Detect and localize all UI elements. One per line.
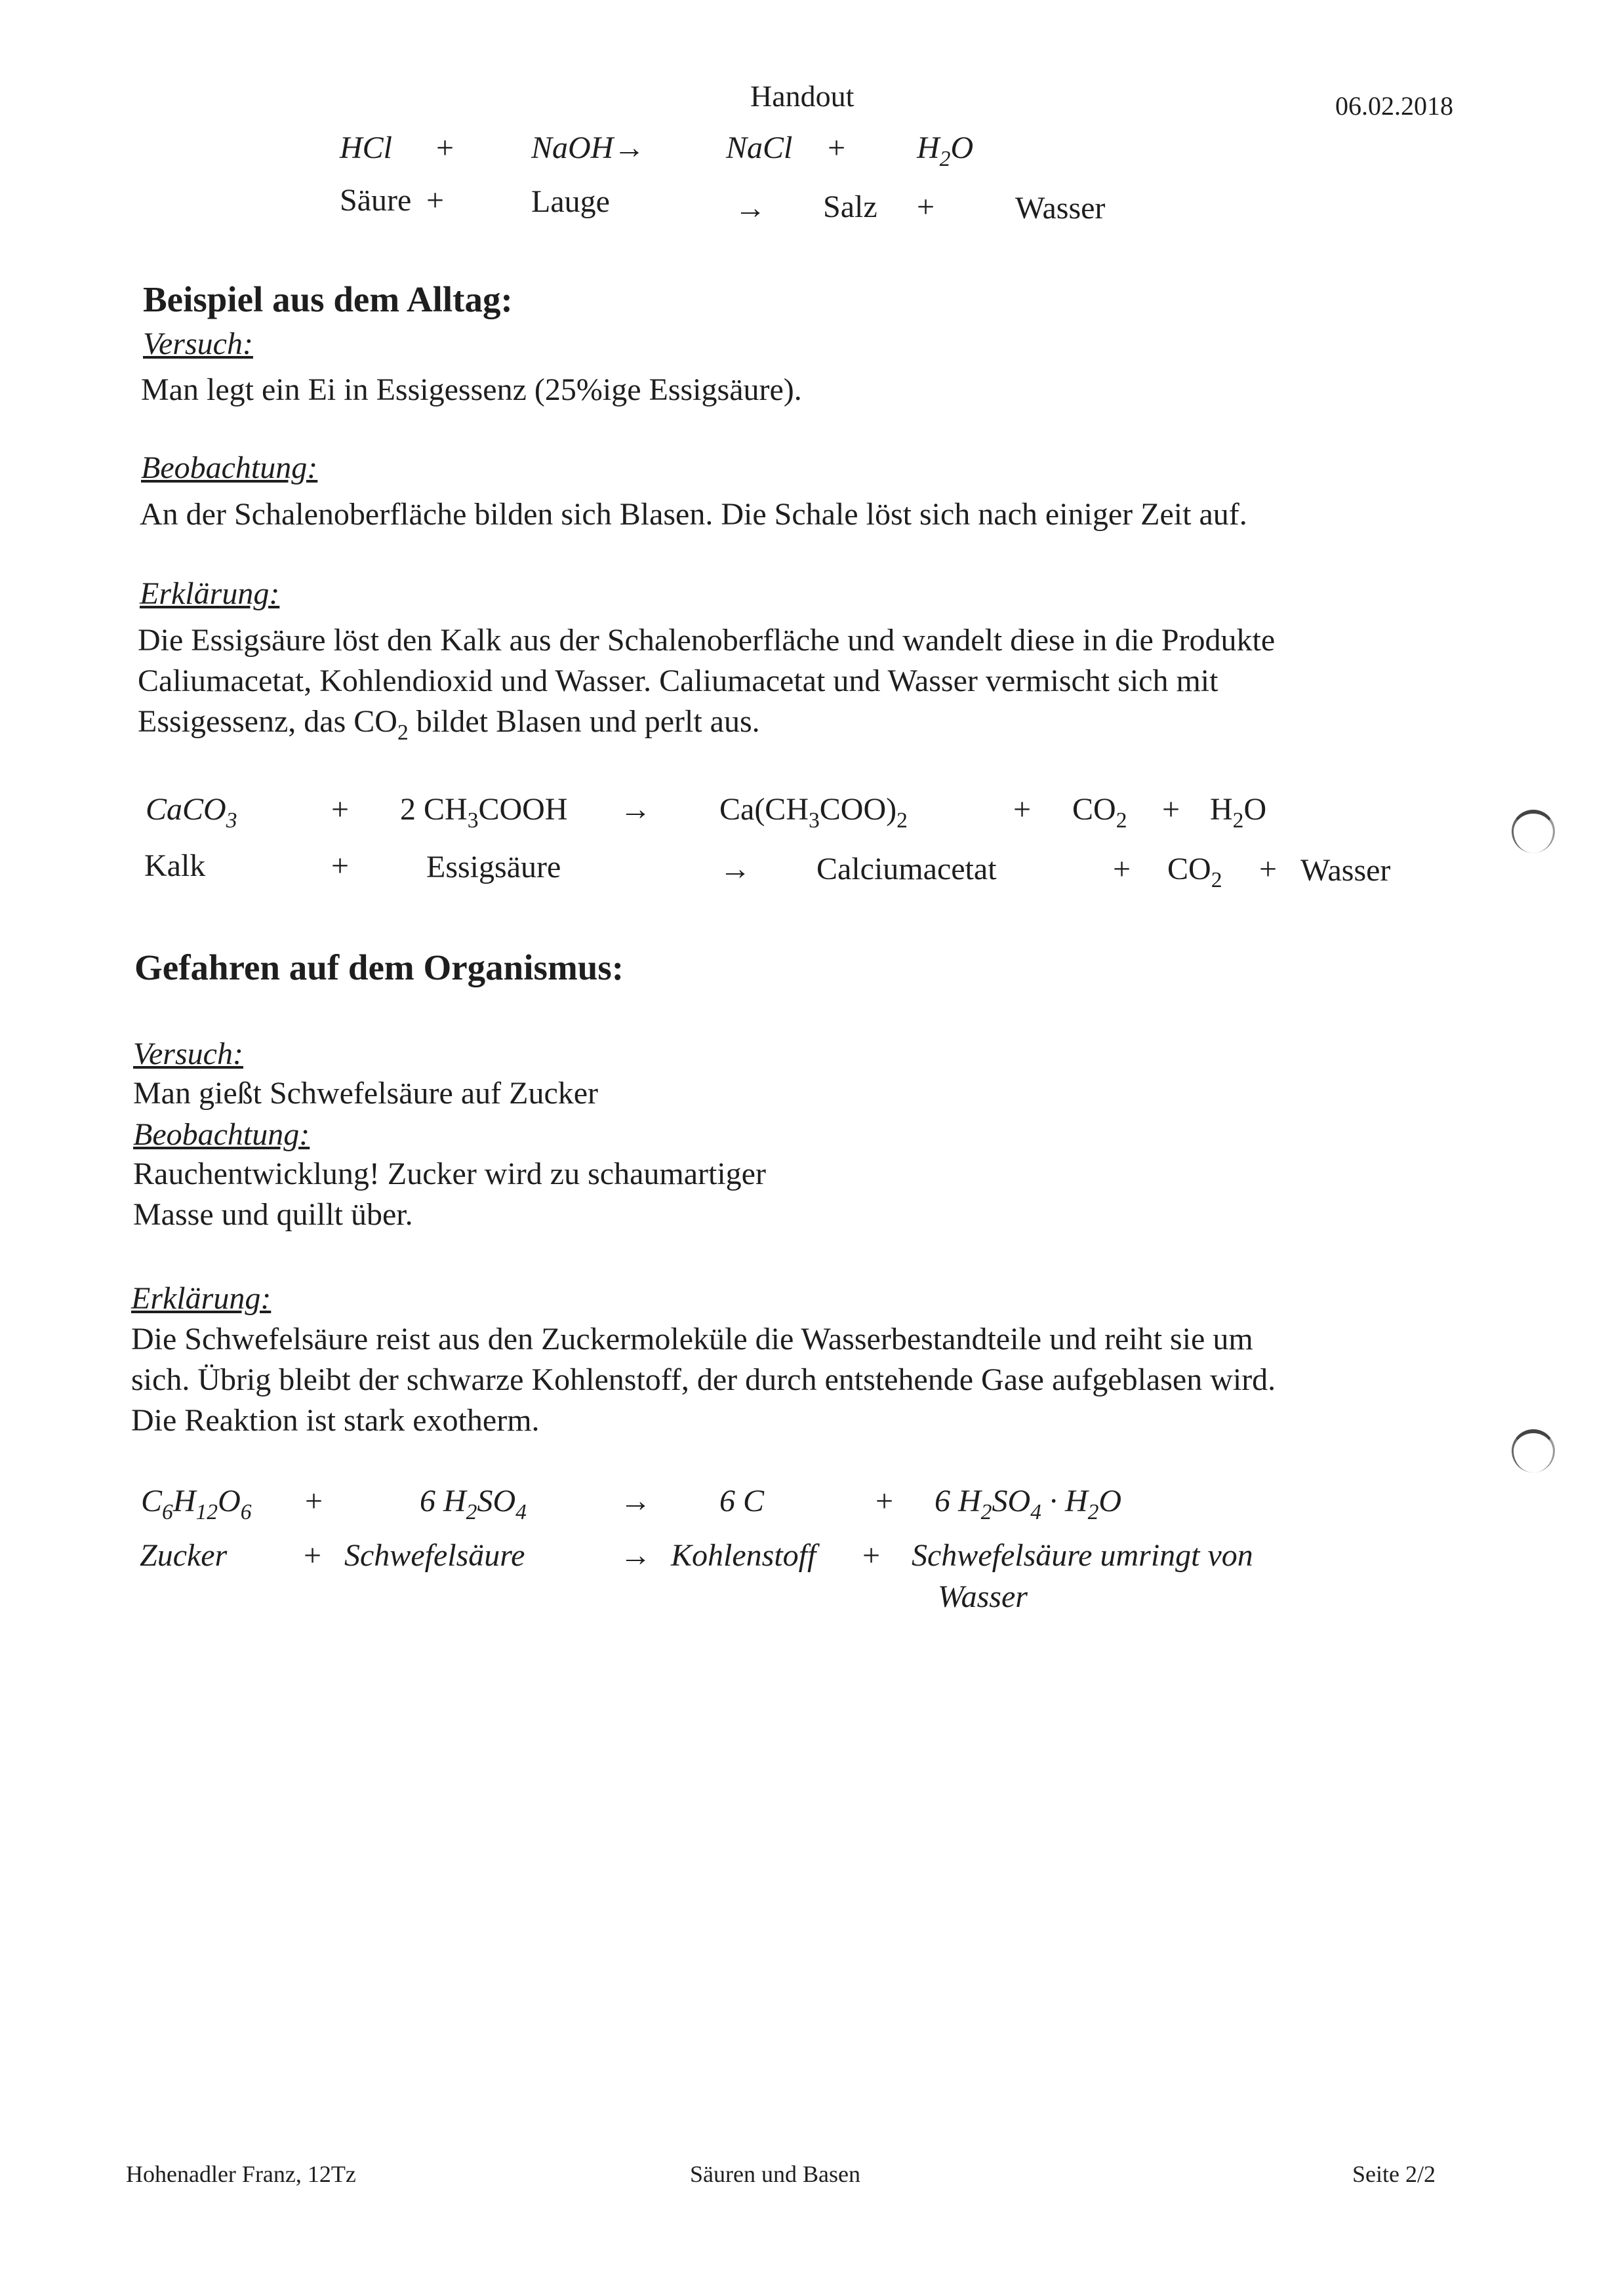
versuch-text: Man gießt Schwefelsäure auf Zucker — [133, 1076, 599, 1111]
eq2-plus: + — [331, 792, 350, 827]
eq3-schwefelsaeure: Schwefelsäure — [344, 1538, 525, 1573]
eq2-h2o: $H_2O$ — [1210, 792, 1267, 833]
eq2-calciumacetat: Calciumacetat — [816, 852, 997, 886]
erklaerung-label: Erklärung: — [131, 1281, 272, 1316]
eq3-plus: + — [875, 1484, 894, 1518]
eq3-arrow: → — [620, 1484, 651, 1518]
eq2-arrow: → — [719, 852, 751, 886]
eq3-plus: + — [304, 1538, 322, 1573]
beobachtung-text: An der Schalenoberfläche bilden sich Blasen. Die Schale löst sich nach einiger Zeit auf. — [140, 497, 1247, 532]
eq2-plus: + — [1259, 852, 1278, 886]
eq3-product-label-2: Wasser — [938, 1579, 1028, 1614]
eq2-co2-label: $CO_2$ — [1167, 852, 1222, 892]
eq1-plus: + — [828, 130, 846, 165]
eq3-kohlenstoff: Kohlenstoff — [671, 1538, 816, 1573]
eq2-essigsaeure: Essigsäure — [426, 850, 561, 884]
versuch-text: Man legt ein Ei in Essigessenz (25%ige Essigsäure). — [141, 372, 802, 407]
eq2-plus: + — [1113, 852, 1131, 886]
eq1-salz: Salz — [823, 189, 877, 224]
beobachtung-label: Beobachtung: — [133, 1117, 310, 1152]
eq2-co2: $CO_2$ — [1072, 792, 1127, 833]
eq2-calcium-acetate: $Ca(CH_3COO)_2$ — [719, 792, 908, 833]
eq1-arrow: → — [735, 191, 766, 226]
eq2-arrow: → — [620, 792, 651, 827]
eq3-sulfuric-acid: 6 $H_2SO_4$ — [420, 1484, 527, 1524]
section-heading-gefahren: Gefahren auf dem Organismus: — [134, 947, 624, 987]
eq3-plus: + — [305, 1484, 323, 1518]
eq1-wasser: Wasser — [1015, 191, 1106, 226]
eq2-plus: + — [1162, 792, 1180, 827]
beobachtung-label: Beobachtung: — [141, 450, 318, 485]
eq3-carbon: 6 C — [719, 1484, 765, 1518]
erklaerung-text: Die Schwefelsäure reist aus den Zuckermoleküle die Wasserbestandteile und reiht sie um sich. Übrig bleibt der schwarze Kohlenstoff, der durch entstehende Gase aufgeblasen wird. Die Reaktion ist stark exotherm. — [131, 1322, 1276, 1438]
document-title: Handout — [750, 79, 855, 113]
eq2-kalk: Kalk — [144, 848, 206, 883]
erklaerung-label: Erklärung: — [140, 576, 280, 611]
eq2-plus: + — [1013, 792, 1032, 827]
punch-hole-mark — [1512, 1429, 1555, 1473]
eq1-plus: + — [436, 130, 454, 165]
versuch-label: Versuch: — [143, 327, 253, 361]
versuch-label: Versuch: — [133, 1037, 243, 1071]
eq1-h2o: $H_2O$ — [917, 130, 974, 171]
eq1-plus: + — [426, 183, 445, 218]
eq1-lauge: Lauge — [531, 184, 610, 219]
eq3-arrow: → — [620, 1538, 651, 1573]
eq3-plus: + — [862, 1538, 881, 1573]
beobachtung-text: Rauchentwicklung! Zucker wird zu schaumartiger Masse und quillt über. — [133, 1157, 766, 1232]
erklaerung-text: Die Essigsäure löst den Kalk aus der Schalenoberfläche und wandelt diese in die Produkte Caliumacetat, Kohlendioxid und Wasser. Caliumacetat und Wasser vermischt sich mit Essigessenz, das $CO_2$ bildet Blasen und perlt aus. — [138, 623, 1276, 745]
document-date: 06.02.2018 — [1335, 91, 1453, 121]
eq2-wasser: Wasser — [1300, 853, 1391, 888]
eq1-hcl: HCl — [340, 130, 393, 165]
eq2-ch3cooh: 2 $CH_3COOH$ — [400, 792, 568, 833]
eq3-glucose: $C_6H_{12}O_6$ — [141, 1484, 252, 1524]
eq2-plus: + — [331, 848, 350, 883]
eq3-hydrated-acid: 6 $H_2SO_4 \cdot H_2O$ — [935, 1484, 1122, 1524]
eq1-plus: + — [917, 189, 935, 224]
eq3-product-label: Schwefelsäure umringt von — [912, 1538, 1253, 1573]
eq1-saeure: Säure — [340, 183, 412, 218]
eq3-zucker: Zucker — [140, 1538, 228, 1573]
footer-topic: Säuren und Basen — [690, 2161, 860, 2187]
footer-author: Hohenadler Franz, 12Tz — [126, 2161, 356, 2187]
section-heading-alltag: Beispiel aus dem Alltag: — [143, 279, 513, 319]
eq1-naoh: NaOH→ — [531, 130, 645, 165]
eq1-nacl: NaCl — [726, 130, 793, 165]
footer-page-number: Seite 2/2 — [1352, 2161, 1436, 2187]
eq2-caco3: CaCO$_3$ — [146, 792, 237, 833]
punch-hole-mark — [1512, 810, 1555, 853]
